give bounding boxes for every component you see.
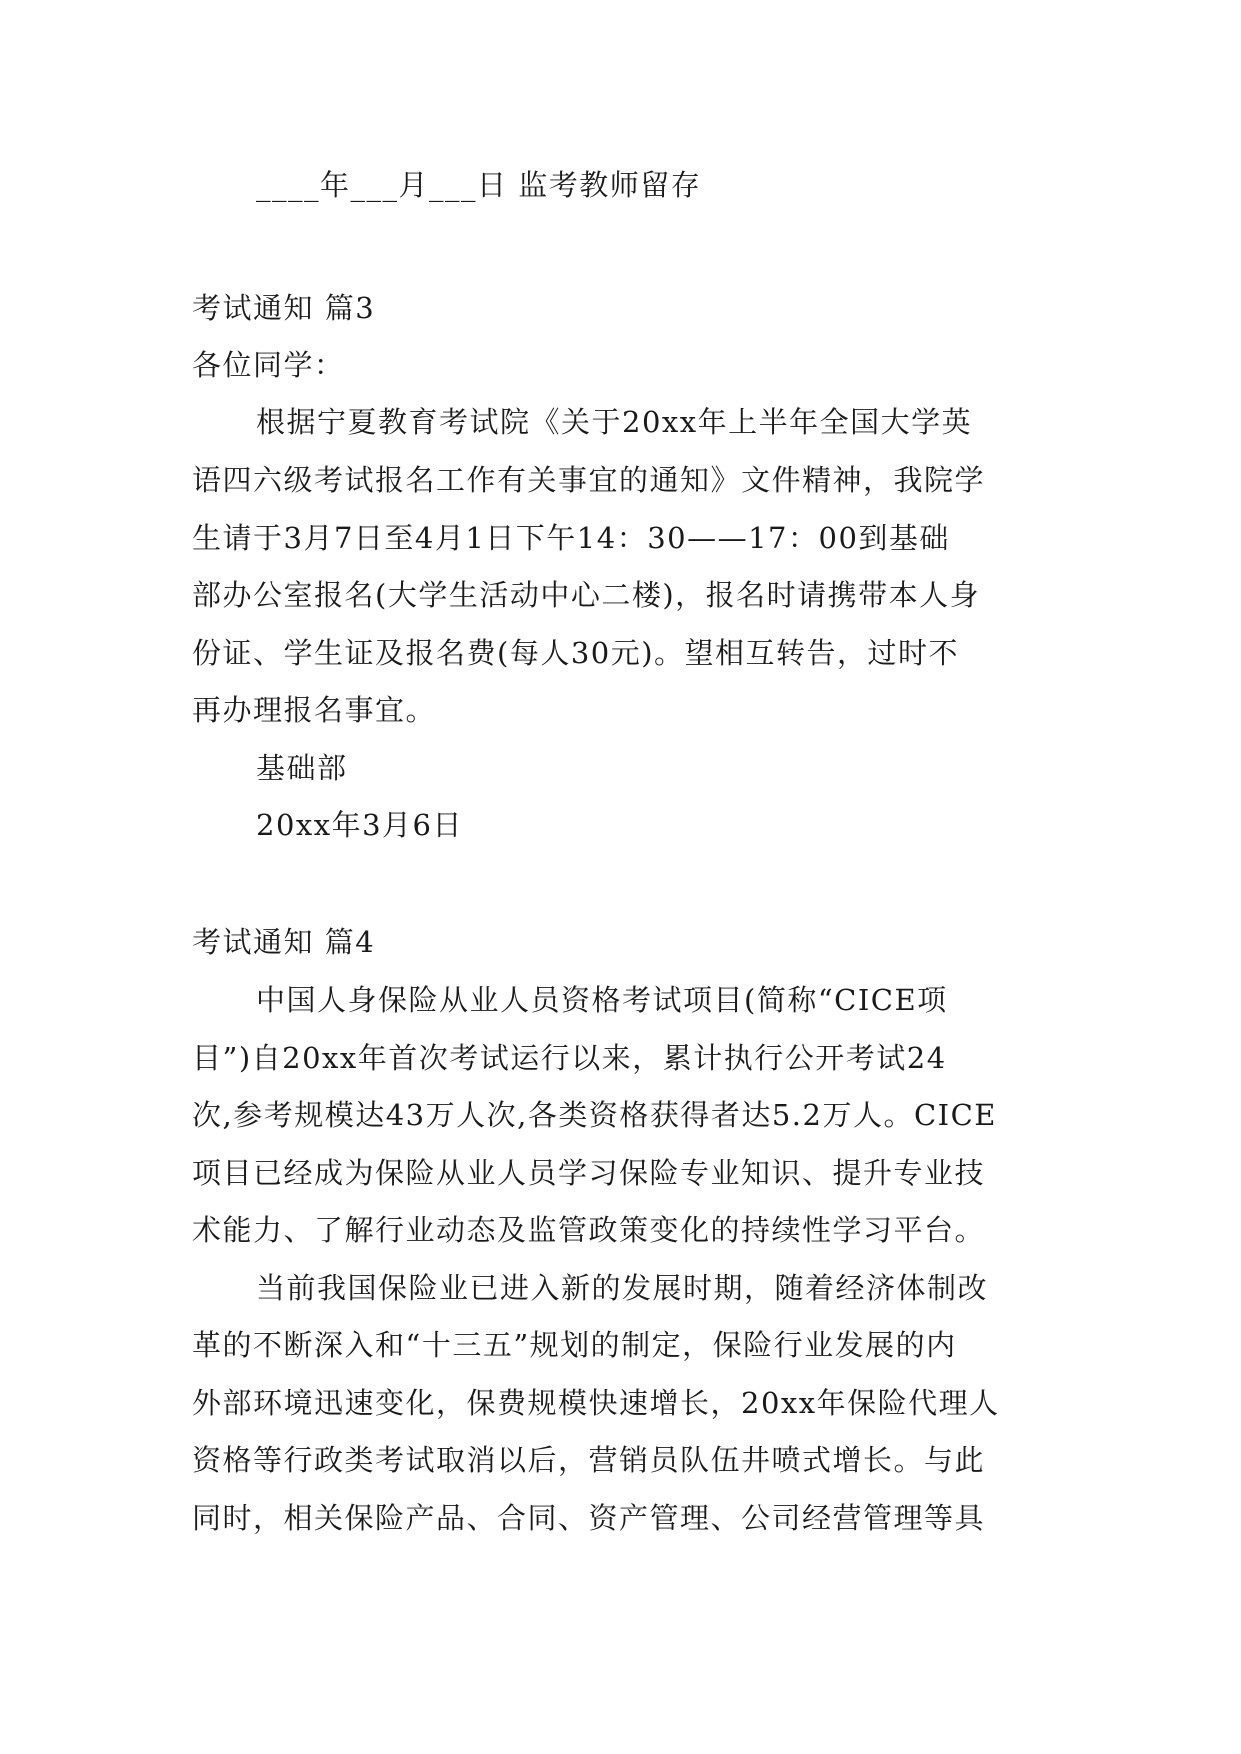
section4-paragraph2-line: 当前我国保险业已进入新的发展时期，随着经济体制改 (256, 1271, 989, 1305)
section4-paragraph1-line: 目”)自20xx年首次考试运行以来，累计执行公开考试24 (192, 1041, 947, 1075)
section4-paragraph1-line: 项目已经成为保险从业人员学习保险专业知识、提升专业技 (192, 1156, 986, 1190)
section3-paragraph-line: 再办理报名事宜。 (192, 693, 437, 727)
section3-paragraph-line: 根据宁夏教育考试院《关于20xx年上半年全国大学英 (256, 405, 973, 439)
section4-paragraph1-line: 中国人身保险从业人员资格考试项目(简称“CICE项 (256, 983, 948, 1017)
section4-paragraph2-line: 革的不断深入和“十三五”规划的制定，保险行业发展的内 (192, 1328, 957, 1362)
section4-paragraph2-line: 外部环境迅速变化，保费规模快速增长，20xx年保险代理人 (192, 1386, 1000, 1420)
section3-paragraph-line: 生请于3月7日至4月1日下午14：30——17：00到基础 (192, 521, 950, 555)
section4-heading: 考试通知 篇4 (192, 925, 376, 959)
section3-paragraph-line: 部办公室报名(大学生活动中心二楼)，报名时请携带本人身 (192, 578, 981, 612)
section4-paragraph2-line: 同时，相关保险产品、合同、资产管理、公司经营管理等具 (192, 1501, 986, 1535)
section3-greeting: 各位同学： (192, 348, 345, 382)
section3-paragraph-line: 语四六级考试报名工作有关事宜的通知》文件精神，我院学 (192, 463, 986, 497)
section4-paragraph2-line: 资格等行政类考试取消以后，营销员队伍井喷式增长。与此 (192, 1443, 986, 1477)
section3-sign-dept: 基础部 (256, 751, 348, 785)
section4-paragraph1-line: 次,参考规模达43万人次,各类资格获得者达5.2万人。CICE (192, 1098, 997, 1132)
section3-sign-date: 20xx年3月6日 (256, 808, 464, 842)
section3-paragraph-line: 份证、学生证及报名费(每人30元)。望相互转告，过时不 (192, 636, 960, 670)
signature-line: ____年___月___日 监考教师留存 (256, 168, 702, 202)
section4-paragraph1-line: 术能力、了解行业动态及监管政策变化的持续性学习平台。 (192, 1213, 986, 1247)
section3-heading: 考试通知 篇3 (192, 291, 376, 325)
